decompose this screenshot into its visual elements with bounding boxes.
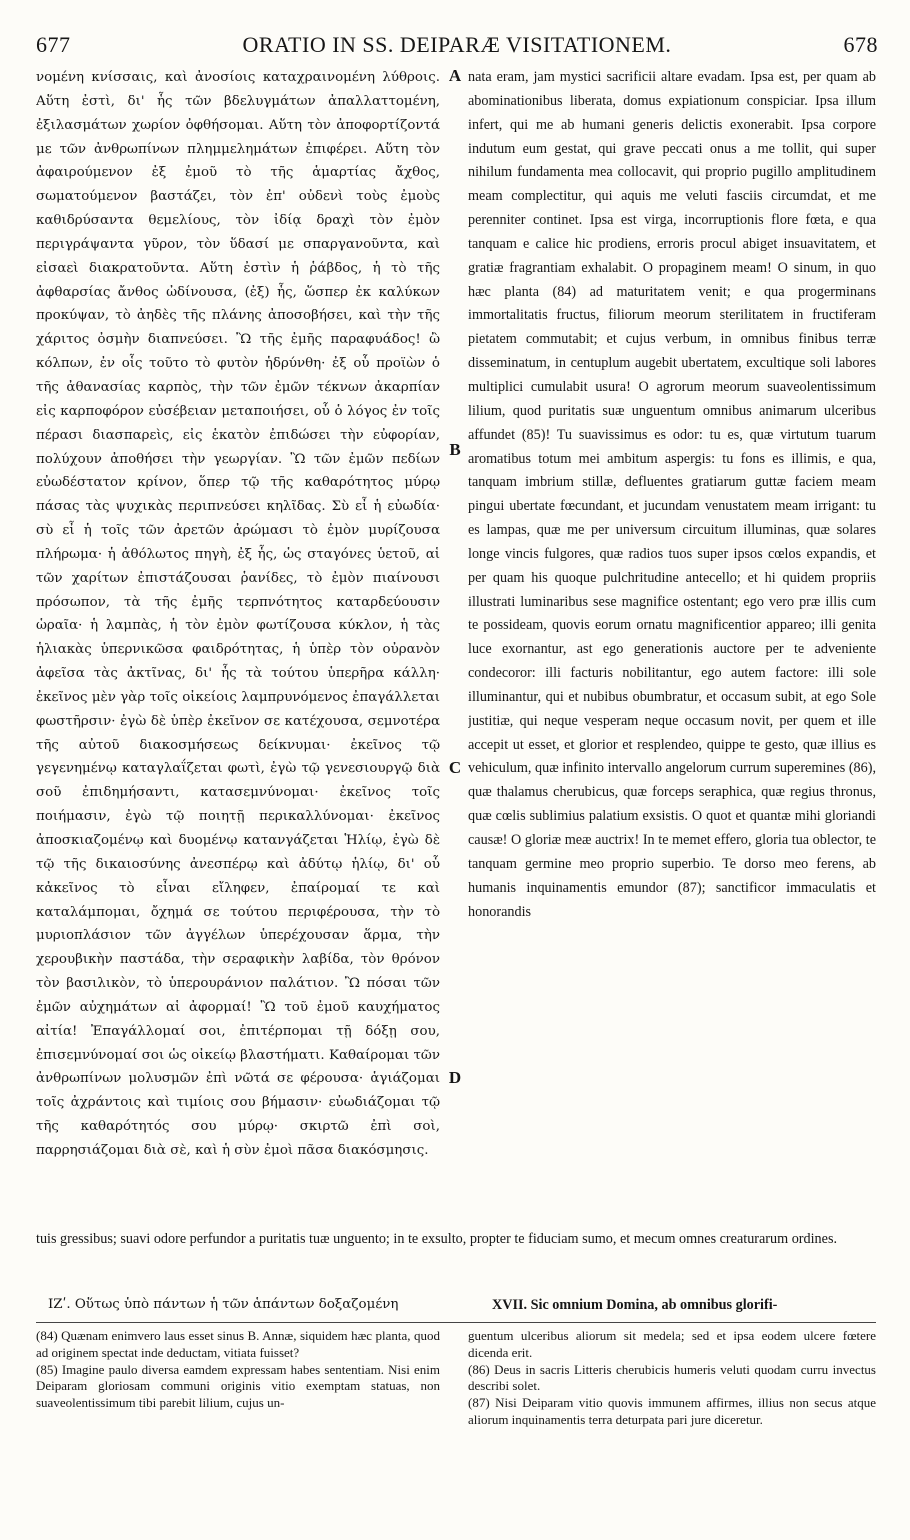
margin-letter-d: D <box>448 1068 462 1087</box>
footnote-84: (84) Quænam enimvero laus esset sinus B. Annæ, siquidem hæc planta, quod ad originem spectat inde deductam, vitiata fuisset? <box>36 1328 440 1360</box>
footnote-86: (86) Deus in sacris Litteris cherubicis humeris veluti quodam curru invectus describi solet. <box>468 1361 876 1394</box>
full-width-text <box>36 1228 876 1252</box>
page-title: ORATIO IN SS. DEIPARÆ VISITATIONEM. <box>242 32 672 57</box>
full-width-paragraph: tuis gressibus; suavi odore perfundor a puritatis tuæ unguento; in te exsulto, propter te fiduciam sumo, et mecum omnes creaturarum ordines. <box>36 1231 838 1247</box>
section-heading-latin: XVII. Sic omnium Domina, ab omnibus glorifi- <box>492 1297 778 1313</box>
section-heading-greek: ΙΖʹ. Οὕτως ὑπὸ πάντων ἡ τῶν ἁπάντων δοξαζομένη <box>48 1297 399 1312</box>
footnotes-left <box>36 1328 440 1412</box>
margin-letter-b: B <box>449 440 461 459</box>
footnote-87: (87) Nisi Deiparam vitio quovis immunem affirmes, illius non secus atque aliorum inquinamentis terra deturpata pari jure diceretur. <box>468 1395 876 1427</box>
latin-text-column: nata eram, jam mystici sacrificii altare evadam. Ipsa est, per quam ab abominationibus liberata, domus expiationum conspiciar. Ipsa illum infert, qui me ab humani generis delictis exonerabit. Ipsa corpore indutum eum gestat, qui grave peccati onus a me tollit, qui super nihilum fundamenta mea collocavit, qui proprio pugillo amplitudinem meam complectitur, qui aquis me veluti fasciis circumdat, et me perenniter continet. Ipsa est virga, incorruptionis flore fœta, e qua tanquam e calice hic prodiens, erroris procul abiget insuavitatem, et gratiæ fragrantiam exhalabit. O propaginem meam! O sinum, in quo hæc planta (84) ad maturitatem venit; e qua progerminans immortalitatis fructus, filiorum meorum sterilitatem in fructiferam pietatem commutabit; et cujus verbum, in omnibus finibus terræ disseminatum, in centuplum augebit ubertatem, excultique soli labores multiplici cumulabit usura! O agrorum meorum suaveolentissimum lilium, quod puritatis suæ unguentum omnibus animarum ulceribus affundet (85)! Tu suavissimus es odor: tu es, quæ virtutum tuarum aromatibus totum mei ambitum aspergis: tu fons es illimis, e qua, tanquam imbrium stillæ, defluentes gratiarum guttæ faciem meam pingui ubertate fœcundant, et jucundam venustatem meam irrigant: tu es lampas, quæ me per universum circuitum illuminas, quæ solares longe vincis fulgores, quæ radios tuos super ipsos cœlos expandis, et per quam his quoque pulchritudine antecello; et hi quidem propriis illustrati luminaribus sese magnifice ostentant; ego vero præ illis cum te possideam, quovis eorum ornatu magnificentior appareo; illi genita luce exornantur, ast ego generationis auctore per te adveniente condecoror: illi facturis nobilitantur, ego autem factore: illi sole illuminantur, qui et nubibus obumbratur, et occasum subit, at ego Sole justitiæ, qui neque vesperam neque occasum novit, per quem et ille accepit ut esset, et glorior et resplendeo, quippe te gesto, quæ illius es vehiculum, quæ infinito intervallo angelorum currum superemines (86), quæ thalamus cherubicus, quæ forceps seraphica, quæ regius thronus, quæ cœlis sublimius palatium exsistis. O quot et quantæ mihi gloriandi causæ! O gloriæ meæ auctrix! In te memet effero, gloria tua oblector, te tanquam germine meo proprio superbio. Te dorso meo ferens, ab humanis inquinamentis emundor (87); sanctificor immaculatis et honorandis <box>468 69 876 920</box>
footnote-85-continued: guentum ulceribus aliorum sit medela; sed et ipsa eodem ulcere fœtere dicenda erit. <box>468 1328 876 1360</box>
footnote-divider <box>36 1322 876 1323</box>
greek-text-column: νομένη κνίσσαις, καὶ ἀνοσίοις καταχραινομένη λύθροις. Αὕτη ἐστὶ, δι' ἧς τῶν βδελυγμάτων ἀπαλλαττομένη, ἐξιλασμάτων χωρίον ὀφθήσομαι. Αὕτη τὸν ἀποφορτίζοντά με τῶν ἀνθρωπίνων πλημμελημάτων ἐπιφέρει. Αὕτη τὸν ἀφαιρούμενον ἐξ ἐμοῦ τὸ τῆς ἁμαρτίας ἄχθος, σωματούμενον βαστάζει, τὸν ἐπ' οὐδενὶ τοὺς ἐμοὺς καθιδρύσαντα θεμελίους, τὸν ἰδίᾳ δραχὶ τὸν ἐμὸν περιγράψαντα γῦρον, τὸν ὕδασί με σπαργανοῦντα, καὶ εἰσαεὶ διακρατοῦντα. Αὕτη ἐστὶν ἡ ῥάβδος, ἡ τὸ τῆς ἀφθαρσίας ἄνθος ὠδίνουσα, (ἐξ) ἧς, ὥσπερ ἐκ καλύκων προκύψαν, τὸ ἀηδὲς τῆς πλάνης ἀποσοβήσει, καὶ τὴν τῆς χάριτος ὀσμὴν διαπνεύσει. Ὢ τῆς ἐμῆς παραφυάδος! ὢ κόλπων, ἐν οἷς τοῦτο τὸ φυτὸν ἡδρύνθη· ἐξ οὗ προϊὼν ὁ τῆς ἀθανασίας καρπὸς, τὴν τῶν ἐμῶν τέκνων ἀκαρπίαν εἰς καρποφόρον εὐσέβειαν μεταποιήσει, οὗ ὁ λόγος ἐν τοῖς πέρασι διασπαρεὶς, εἰς ἑκατὸν ἐπιδώσει τὴν εὐφορίαν, πολύχουν ἀποθήσει τὴν γεωργίαν. Ὢ τῶν ἐμῶν πεδίων εὐωδέστατον κρίνον, ὅπερ τῷ τῆς καθαρότητος μύρῳ πάσας τὰς ψυχικὰς περιπνεύσει κηλῖδας. Σὺ εἶ ἡ εὐωδία· σὺ εἶ ἡ τοῖς τῶν ἀρετῶν ἀρώμασι τὸ ἐμὸν μυρίζουσα πλήρωμα· ἡ ἀθόλωτος πηγὴ, ἐξ ἧς, ὡς σταγόνες ὑετοῦ, αἱ τῶν χαρίτων ἐπιστάζουσαι ῥανίδες, τὸ ἐμὸν πιαίνουσι πρόσωπον, τὰ τῆς ἐμῆς τερπνότητος καταρδεύουσιν ὡραῖα· ἡ λαμπὰς, ἡ τὸν ἐμὸν φωτίζουσα κύκλον, ἡ τὰς ἡλιακὰς ὑπερνικῶσα φαιδρότητας, ἡ ὑπὲρ τὸν οὐρανὸν ἀφεῖσα τὰς ἀκτῖνας, δι' ἧς τὰ τούτου ὑπερῆρα κάλλη· ἐκεῖνος μὲν γὰρ τοῖς οἰκείοις λαμπρυνόμενος ἐπαγάλλεται φωστῆρσιν· ἐγὼ δὲ ὑπὲρ ἐκεῖνον σε κατέχουσα, σεμνοτέρα τῆς αὐτοῦ διακοσμήσεως δείκνυμαι· ἐκεῖνος τῷ γεγενημένῳ καταγλαΐζεται φωτὶ, ἐγὼ τῷ γενεσιουργῷ διὰ σοῦ ἐπιδημήσαντι, κατασεμνύνομαι· ἐκεῖνος τοῖς ποιήμασιν, ἐγὼ τῷ ποιητῇ περικαλλύνομαι· ἐκεῖνος ἀποσκιαζομένῳ καὶ δυομένῳ κατανγάζεται Ἡλίῳ, ἐγὼ δὲ τῷ τῆς δικαιοσύνης ἀνεσπέρῳ καὶ ἀδύτῳ ἡλίῳ, δι' οὗ κἀκεῖνος τὸ εἶναι εἴληφεν, ἐπαίρομαί τε καὶ καταλάμπομαι, ὄχημά σε τούτου περιφέρουσα, τὴν τὸ μυριοπλάσιον τῶν ἀγγέλων ὑπερέχουσαν ἅρμα, τὴν χερουβικὴν παστάδα, τὴν σεραφικὴν λαβίδα, τὸν θρόνον τὸν βασιλικὸν, τὸ ὑπερουράνιον παλάτιον. Ὢ πόσαι τῶν ἐμῶν αὐχημάτων αἱ ἀφορμαί! Ὢ τοῦ ἐμοῦ καυχήματος αἰτία! Ἐπαγάλλομαί σοι, ἐπιτέρπομαι τῇ δόξῃ σου, ἐπισεμνύνομαί σοι ὡς οἰκείῳ βλαστήματι. Καθαίρομαι τῶν ἀνθρωπίνων μολυσμῶν ἐπὶ νῶτά σε φέρουσα· ἁγιάζομαι τοῖς ἀχράντοις καὶ τιμίοις σου βήμασιν· εὐωδιάζομαι τῷ τῆς καθαρότητός σου μύρῳ· σκιρτῶ ἐπὶ σοὶ, παρρησιάζομαι διὰ σὲ, καὶ ἡ σὺν ἐμοὶ πᾶσα διακόσμησις. <box>36 70 440 1158</box>
footnote-85: (85) Imagine paulo diversa eamdem expressam habes sententiam. Nisi enim Deiparam gloriosam communi originis vitio exemptam statuas, non suaveolentissimum tibi parebit lilium, cujus un- <box>36 1361 440 1411</box>
running-head <box>36 32 878 62</box>
page-number-right: 678 <box>843 32 878 57</box>
margin-letter-a: A <box>448 66 462 85</box>
margin-letter-c: C <box>448 758 462 777</box>
page-number-left: 677 <box>36 32 71 57</box>
footnotes-right <box>468 1328 876 1429</box>
